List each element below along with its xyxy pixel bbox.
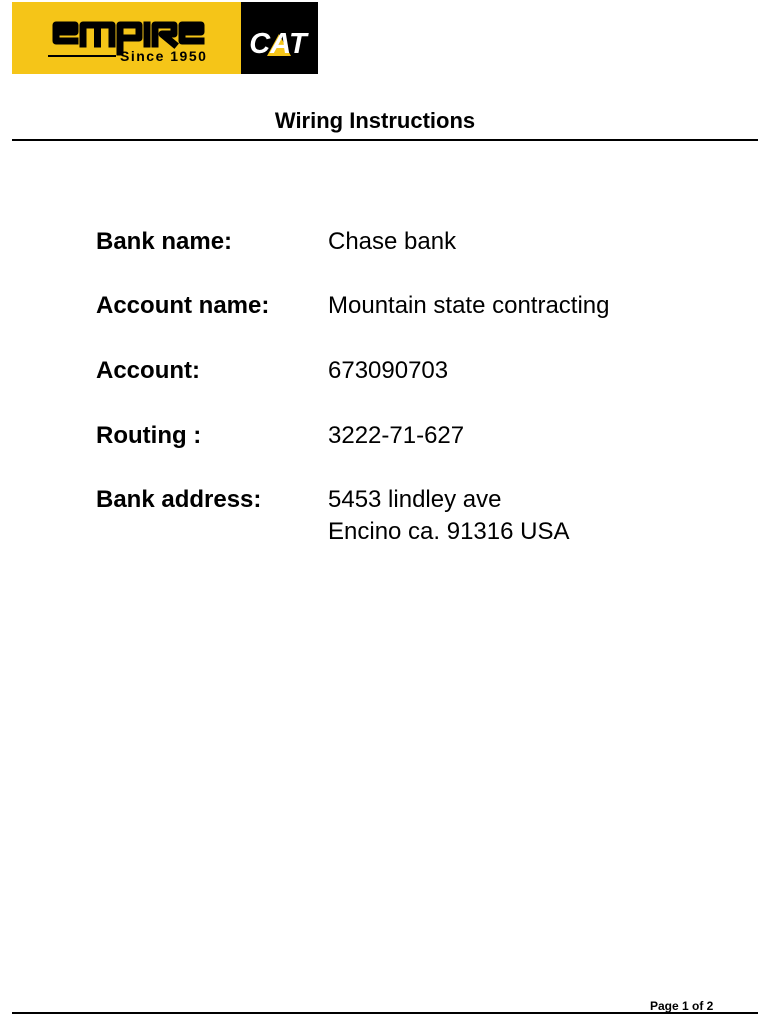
empire-logo [12,2,241,74]
field-label: Account name: [96,292,270,319]
title-divider [12,139,758,141]
cat-logo-text: CAT [249,28,307,60]
field-value [328,420,716,452]
footer-divider [12,1012,758,1014]
field-label: Account: [96,357,200,384]
field-value-line: Mountain state contracting [328,292,610,319]
field-account [96,355,716,387]
document-title: Wiring Instructions [274,108,476,133]
field-value-line: 5453 lindley ave [328,486,502,513]
field-value [328,226,716,258]
field-bank-name [96,226,716,258]
field-value [328,290,716,322]
field-value [328,355,716,387]
field-label: Bank address: [96,486,262,513]
company-logo [12,2,318,74]
field-value-line: 673090703 [328,357,449,384]
field-value [328,484,716,548]
field-value-line: Chase bank [328,228,457,255]
page-indicator: Page 1 of 2 [650,999,714,1013]
empire-wordmark [12,2,241,74]
cat-wordmark [241,2,318,74]
field-label: Bank name: [96,228,233,255]
field-routing [96,420,716,452]
field-value-line: Encino ca. 91316 USA [328,518,570,545]
field-bank-address [96,484,716,548]
field-label: Routing : [96,422,202,449]
field-value-line: 3222-71-627 [328,422,465,449]
logo-tagline: Since 1950 [120,48,208,64]
field-account-name [96,290,716,322]
cat-logo [241,2,318,74]
